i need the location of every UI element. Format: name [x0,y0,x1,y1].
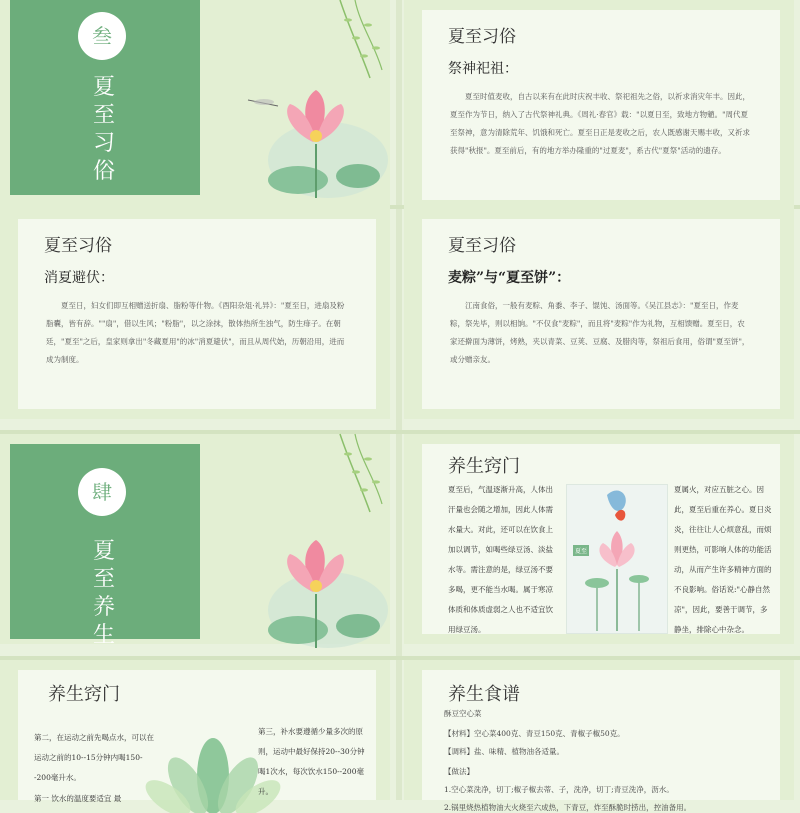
section-title: 夏至习俗 [92,75,115,184]
slide-custom-worship[interactable] [404,0,794,210]
right-text-column: 第三，补水要遵循少量多次的原则，运动中最好保持20--30分钟喝1次水，每次饮水150--200毫升。 [258,727,365,796]
section-number-badge: 肆 [78,468,126,516]
slide-title: 夏至习俗 [448,236,516,256]
recipe-line: 2.锅里烧热植物油大火烧至六成热，下青豆，炸至酥脆时捞出，控油备用。 [444,803,692,812]
painting-label: 夏至 [573,545,589,556]
slide-subtitle: 消夏避伏： [44,270,114,286]
content-card [422,444,780,634]
lotus-illustration-icon [238,70,388,200]
slide-custom-summer[interactable] [0,209,390,419]
lotus-illustration-icon [238,520,388,650]
dish-name: 酥豆空心菜 [444,709,482,718]
section-number-badge: 叁 [78,12,126,60]
section-title: 夏至养生 [92,539,115,648]
content-card [422,670,780,812]
recipe-line: 1.空心菜洗净，切丁;椒子椒去蒂、子，洗净，切丁;青豆洗净，沥水。 [444,785,674,794]
slide-subtitle: 麦粽”与“夏至饼”： [448,270,571,286]
slide-title: 夏至习俗 [44,236,112,256]
recipe-line: 【材料】空心菜400克、青豆150克、青椒子椒50克。 [444,729,625,738]
slide-title: 养生食谱 [448,684,520,705]
recipe-line: 【调料】盐、味精、植物油各适量。 [444,747,564,756]
section-band [10,0,200,195]
content-card [422,219,780,409]
slide-body: 夏至时值麦收，自古以来有在此时庆祝丰收、祭祀祖先之俗，以祈求消灾年丰。因此，夏至作为节日，纳入了古代祭神礼典。《周礼·春官》载："以夏日至，致地方物魈。"周代夏至祭神，意为清除荒年、饥饿和死亡。夏至日正是麦收之后，农人既感谢天赐丰收，又祈求获得"秋报"。夏至前后，有的地方举办隆重的"过夏麦"，系古代"夏祭"活动的遗存。 [450,92,750,155]
slide-title: 夏至习俗 [448,27,516,47]
content-card [18,670,376,803]
lotus-painting [566,484,668,634]
slide-custom-food[interactable] [404,209,794,419]
willow-branch-icon [330,0,390,80]
lotus-painting-icon [567,485,667,633]
recipe-line: 【做法】 [444,767,474,776]
slide-health-tips[interactable] [404,434,794,644]
slide-section-4[interactable] [0,434,390,648]
slide-body: 江南食俗，一般有麦粽、角黍、李子、馄饨、汤面等。《吴江县志》："夏至日，作麦粽，祭先毕，则以相饷。"不仅食"麦粽"，而且将"麦粽"作为礼物，互相馈赠。夏至日，农家还擀面为薄饼，烤熟，夹以青菜、豆荚、豆腐、及腊肉等，祭祖后食用，俗谓"夏至饼"，或分赠亲友。 [450,301,750,364]
right-text-column: 夏属火，对应五脏之心。因此，夏至后重在养心。夏日炎炎，往往让人心烦意乱，而烦则更热，可影响人体的功能活动，从而产生许多精神方面的不良影响。俗话说:"心静自然凉"，因此，要善于调节，多静坐，排除心中杂念。 [674,485,772,634]
left-text-column-2: 第一 饮水的温度要适宜 最 [34,794,122,803]
slide-subtitle: 祭神祀祖： [448,61,518,77]
section-band [10,444,200,648]
left-text-column: 第二，在运动之前先喝点水，可以在运动之前的10--15分钟内喝150--200毫升水。 [34,733,154,782]
willow-branch-icon [330,434,390,514]
slide-health-recipe[interactable] [404,660,794,812]
slide-title: 养生窍门 [48,684,120,705]
slide-health-tips-2[interactable] [0,660,390,803]
slide-section-3[interactable] [0,0,390,210]
content-card [18,219,376,409]
content-card [422,10,780,200]
column-divider [396,0,402,800]
slide-body: 夏至日，妇女们即互相赠送折扇、脂粉等什物。《酉阳杂俎·礼异》："夏至日，进扇及粉脂囊，皆有辞。""扇"，借以生风；"粉脂"，以之涂抹，散体热所生浊气，防生痱子。在朝廷，"夏至"之后，皇家则拿出"冬藏夏用"的冰"消夏避伏"，而且从周代始，历朝沿用，进而成为制度。 [46,301,345,364]
left-text-column: 夏至后，气温逐渐升高，人体出汗量也会随之增加，因此人体需水量大。对此，还可以在饮食上加以调节，如喝些绿豆汤、淡盐水等。需注意的是，绿豆汤不要多喝，更不能当水喝。属于寒凉体质和体质虚弱之人也不适宜饮用绿豆汤。 [448,485,553,634]
slide-title: 养生窍门 [448,456,520,477]
